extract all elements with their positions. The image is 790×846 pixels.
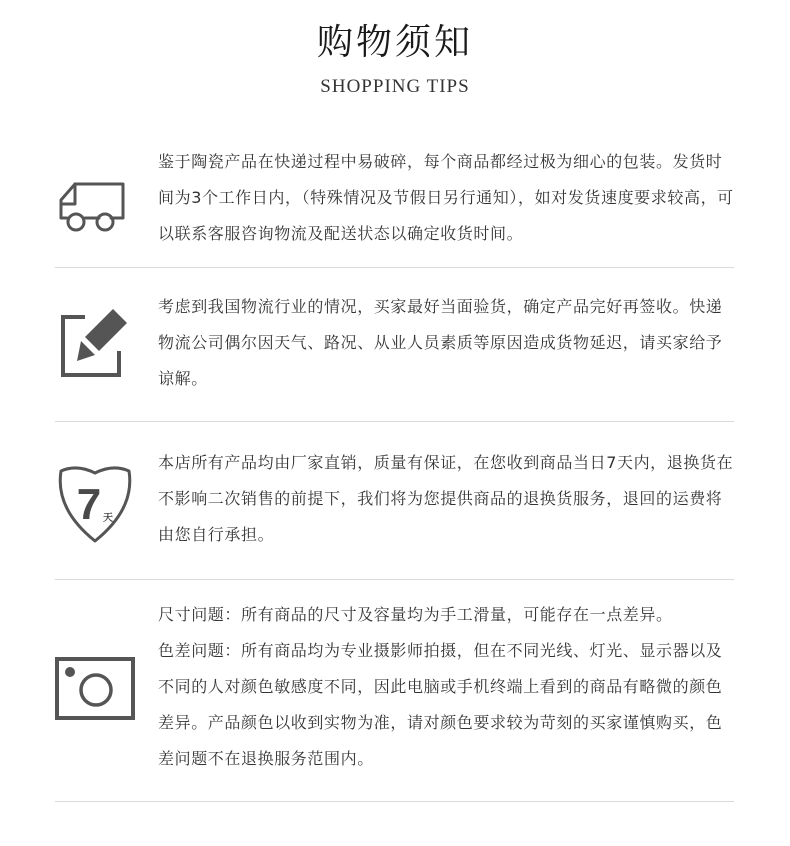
edit-sign-icon	[55, 305, 135, 385]
shipping-paragraph: 鉴于陶瓷产品在快递过程中易破碎，每个商品都经过极为细心的包装。发货时间为3个工作日内，（特殊情况及节假日另行通知），如对发货速度要求较高，可以联系客服咨询物流及配送状态以确定收货时间。	[158, 152, 734, 243]
camera-icon	[55, 648, 135, 728]
badge-number: 7	[76, 480, 102, 529]
returns-text	[158, 445, 736, 553]
size-color-section	[55, 595, 734, 785]
seven-day-return-badge-icon	[55, 463, 135, 543]
section-divider	[55, 579, 734, 580]
inspection-paragraph: 考虑到我国物流行业的情况，买家最好当面验货，确定产品完好再签收。快递物流公司偶尔因天气、路况、从业人员素质等原因造成货物延迟，请买家给予谅解。	[158, 297, 723, 388]
size-color-text	[158, 597, 736, 777]
inspection-text	[158, 289, 736, 397]
returns-section	[55, 441, 734, 566]
section-divider	[55, 421, 734, 422]
badge-unit: 天	[103, 513, 113, 524]
color-paragraph: 色差问题：所有商品均为专业摄影师拍摄，但在不同光线、灯光、显示器以及不同的人对颜色敏感度不同，因此电脑或手机终端上看到的商品有略微的颜色差异。产品颜色以收到实物为准，请对颜色要求较为苛刻的买家谨慎购买，色差问题不在退换服务范围内。	[158, 641, 723, 768]
size-paragraph: 尺寸问题：所有商品的尺寸及容量均为手工滑量，可能存在一点差异。	[158, 605, 673, 624]
page-subtitle: SHOPPING TIPS	[320, 76, 470, 97]
returns-paragraph: 本店所有产品均由厂家直销，质量有保证，在您收到商品当日7天内，退换货在不影响二次销售的前提下，我们将为您提供商品的退换货服务，退回的运费将由您自行承担。	[158, 453, 734, 544]
delivery-truck-icon	[55, 162, 135, 242]
section-divider	[55, 801, 734, 802]
shipping-section	[55, 148, 734, 253]
shipping-text	[158, 144, 736, 252]
section-divider	[55, 267, 734, 268]
page-header	[0, 18, 790, 98]
page-title: 购物须知	[316, 22, 473, 63]
inspection-section	[55, 287, 734, 407]
